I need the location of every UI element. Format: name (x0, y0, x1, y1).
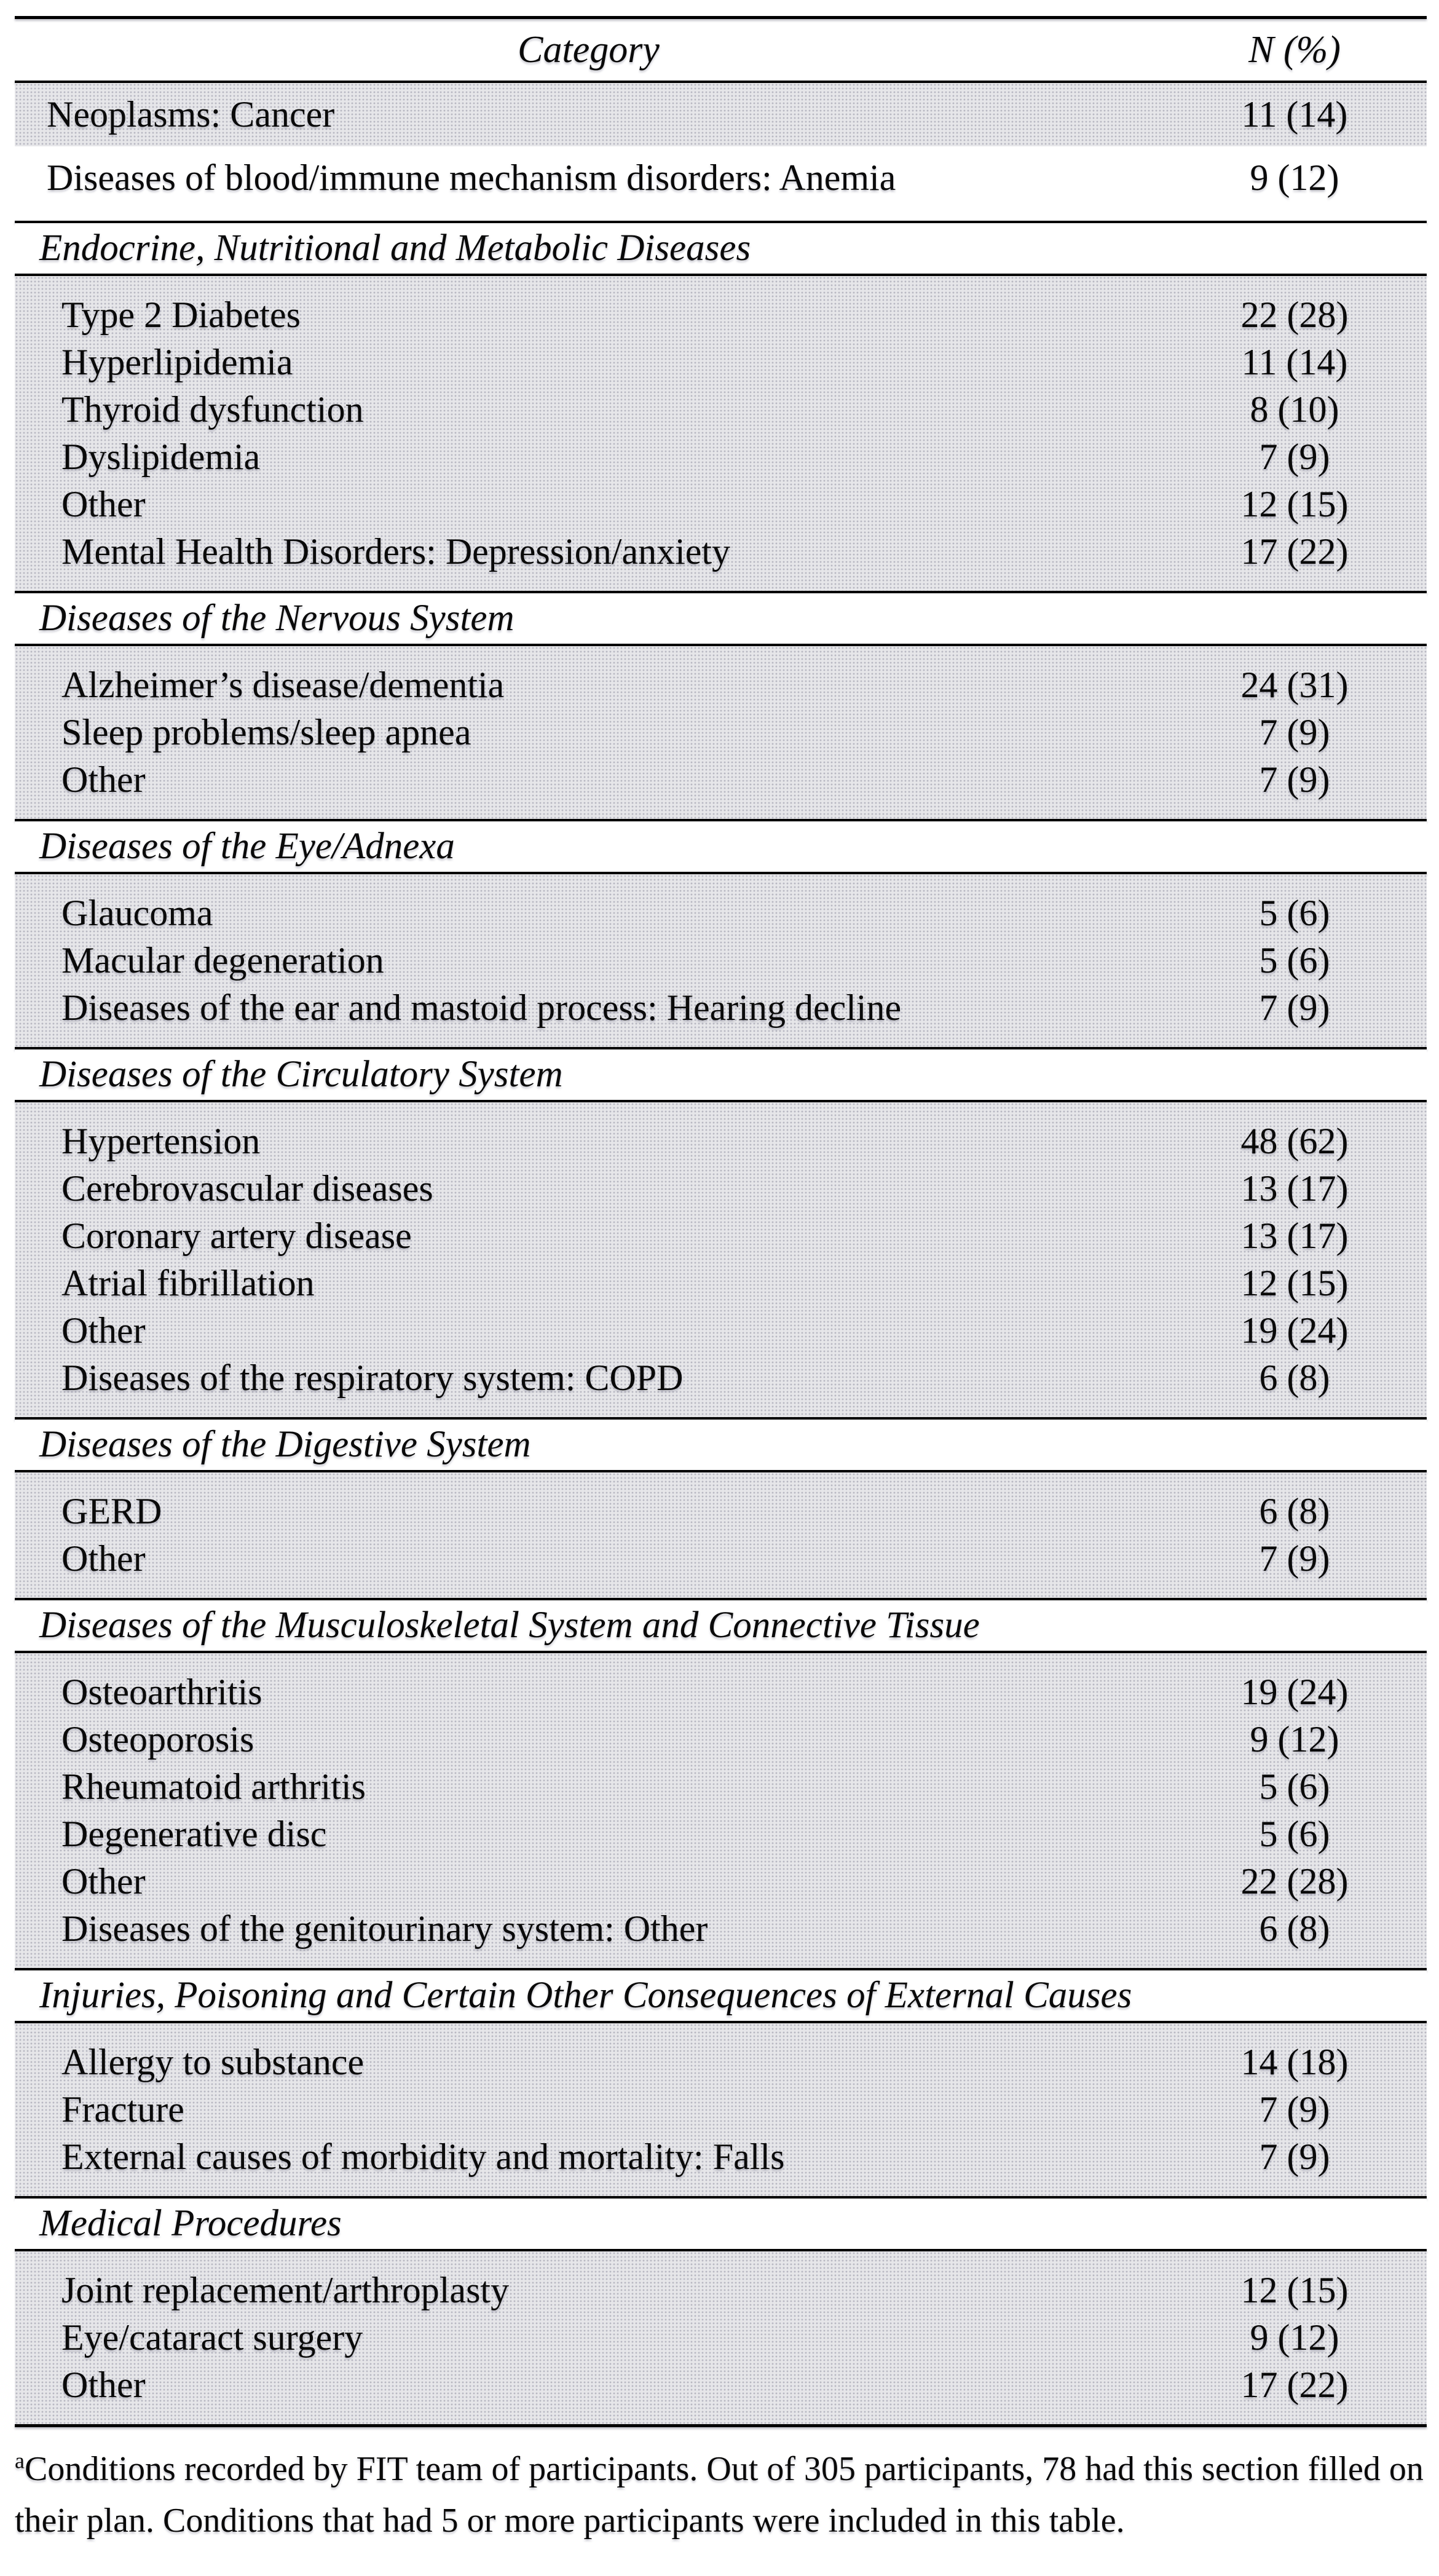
section-header (15, 821, 1427, 872)
table-row (15, 2086, 1427, 2133)
table-row (15, 709, 1427, 756)
row-value: 7 (9) (1259, 987, 1330, 1028)
shaded-row-group (15, 83, 1427, 146)
table-row (15, 2133, 1427, 2181)
row-label: Thyroid dysfunction (61, 389, 364, 430)
row-value: 22 (28) (1240, 294, 1349, 335)
table-row (15, 1118, 1427, 1165)
row-label: Osteoarthritis (61, 1672, 262, 1712)
row-value: 7 (9) (1259, 759, 1330, 800)
table-row (15, 2314, 1427, 2361)
row-label: Neoplasms: Cancer (47, 94, 335, 135)
shaded-row-group (15, 1653, 1427, 1968)
table-row (15, 1212, 1427, 1260)
section-header (15, 593, 1427, 644)
row-value: 8 (10) (1250, 389, 1339, 430)
row-value: 17 (22) (1240, 531, 1349, 572)
row-label: Type 2 Diabetes (61, 294, 301, 335)
section-header (15, 2199, 1427, 2249)
row-label: Other (61, 759, 146, 800)
table-row (15, 1307, 1427, 1354)
table-row (15, 154, 1427, 202)
row-value: 5 (6) (1259, 893, 1330, 933)
shaded-row-group (15, 276, 1427, 591)
shaded-row-group (15, 2023, 1427, 2196)
section-header-label: Diseases of the Digestive System (39, 1424, 531, 1465)
table-row (15, 1488, 1427, 1535)
shaded-row-group (15, 874, 1427, 1047)
row-value: 6 (8) (1259, 1491, 1330, 1531)
row-label: Other (61, 484, 146, 524)
table-row (15, 1535, 1427, 1582)
row-label: Diseases of the respiratory system: COPD (61, 1357, 684, 1398)
row-label: Degenerative disc (61, 1814, 327, 1854)
shaded-row-group (15, 2251, 1427, 2424)
row-value: 7 (9) (1259, 712, 1330, 753)
row-value: 13 (17) (1240, 1168, 1349, 1209)
table-footnote (15, 2443, 1427, 2546)
row-value: 5 (6) (1259, 1814, 1330, 1854)
column-header-category: Category (518, 28, 660, 71)
table-row (15, 481, 1427, 528)
table-row (15, 2267, 1427, 2314)
table-row (15, 1811, 1427, 1858)
table-row (15, 984, 1427, 1032)
row-value: 11 (14) (1241, 342, 1348, 382)
footnote-marker: a (15, 2448, 25, 2473)
row-label: Joint replacement/arthroplasty (61, 2270, 510, 2310)
row-value: 6 (8) (1259, 1908, 1330, 1949)
table-row (15, 2039, 1427, 2086)
row-label: Atrial fibrillation (61, 1263, 315, 1303)
row-label: Osteoporosis (61, 1719, 254, 1760)
row-value: 7 (9) (1259, 2089, 1330, 2130)
row-label: External causes of morbidity and mortality: Falls (61, 2136, 785, 2177)
row-value: 12 (15) (1240, 1263, 1349, 1303)
table-row (15, 1669, 1427, 1716)
table-row (15, 937, 1427, 984)
row-value: 5 (6) (1259, 1766, 1330, 1807)
section-header-label: Diseases of the Circulatory System (39, 1054, 563, 1095)
row-label: Diseases of the ear and mastoid process: Hearing decline (61, 987, 902, 1028)
row-value: 12 (15) (1240, 484, 1349, 524)
row-label: Cerebrovascular diseases (61, 1168, 433, 1209)
row-value: 12 (15) (1240, 2270, 1349, 2310)
shaded-row-group (15, 1472, 1427, 1598)
row-label: Dyslipidemia (61, 437, 261, 477)
row-label: Alzheimer’s disease/dementia (61, 665, 505, 705)
row-value: 24 (31) (1240, 665, 1349, 705)
table-row (15, 1858, 1427, 1905)
row-label: GERD (61, 1491, 162, 1531)
row-label: Diseases of blood/immune mechanism disorders: Anemia (47, 157, 896, 198)
row-value: 5 (6) (1259, 940, 1330, 981)
table-row (15, 890, 1427, 937)
shaded-row-group (15, 646, 1427, 819)
row-value: 22 (28) (1240, 1861, 1349, 1902)
row-label: Diseases of the genitourinary system: Other (61, 1908, 708, 1949)
table-row (15, 1165, 1427, 1212)
row-value: 48 (62) (1240, 1121, 1349, 1161)
table-groups (15, 83, 1427, 2427)
row-value: 17 (22) (1240, 2365, 1349, 2405)
section-header-label: Diseases of the Nervous System (39, 598, 514, 639)
section-header-label: Medical Procedures (39, 2203, 342, 2244)
section-header-label: Diseases of the Eye/Adnexa (39, 826, 455, 867)
row-value: 9 (12) (1250, 157, 1339, 198)
row-value: 7 (9) (1259, 2136, 1330, 2177)
row-group (15, 146, 1427, 221)
row-label: Rheumatoid arthritis (61, 1766, 366, 1807)
table-row (15, 1905, 1427, 1953)
row-label: Other (61, 1538, 146, 1579)
row-value: 7 (9) (1259, 437, 1330, 477)
row-label: Other (61, 2365, 146, 2405)
table-row (15, 291, 1427, 339)
table-header-row (15, 19, 1427, 81)
shaded-row-group (15, 1102, 1427, 1417)
section-header (15, 223, 1427, 274)
section-header-label: Endocrine, Nutritional and Metabolic Diseases (39, 227, 751, 269)
row-label: Fracture (61, 2089, 184, 2130)
row-label: Glaucoma (61, 893, 213, 933)
row-label: Hypertension (61, 1121, 261, 1161)
table-row (15, 91, 1427, 138)
section-header-label: Diseases of the Musculoskeletal System and Connective Tissue (39, 1605, 980, 1646)
table-row (15, 756, 1427, 804)
section-header (15, 1970, 1427, 2021)
row-label: Allergy to substance (61, 2042, 365, 2082)
row-value: 19 (24) (1240, 1310, 1349, 1351)
row-label: Hyperlipidemia (61, 342, 293, 382)
row-value: 11 (14) (1241, 94, 1348, 135)
row-label: Macular degeneration (61, 940, 384, 981)
row-value: 6 (8) (1259, 1357, 1330, 1398)
table-row (15, 662, 1427, 709)
table-row (15, 1763, 1427, 1811)
row-label: Other (61, 1310, 146, 1351)
footnote-text: Conditions recorded by FIT team of participants. Out of 305 participants, 78 had this section filled on their plan. Conditions that had 5 or more participants were included in this table. (15, 2450, 1424, 2540)
table-row (15, 1716, 1427, 1763)
table-row (15, 2361, 1427, 2409)
section-header (15, 1600, 1427, 1651)
row-value: 19 (24) (1240, 1672, 1349, 1712)
row-value: 14 (18) (1240, 2042, 1349, 2082)
row-value: 9 (12) (1250, 1719, 1339, 1760)
section-header-label: Injuries, Poisoning and Certain Other Consequences of External Causes (39, 1975, 1132, 2016)
table-row (15, 1260, 1427, 1307)
row-label: Eye/cataract surgery (61, 2317, 363, 2358)
table-row (15, 528, 1427, 575)
row-label: Coronary artery disease (61, 1215, 412, 1256)
table-row (15, 433, 1427, 481)
section-header (15, 1049, 1427, 1100)
row-value: 13 (17) (1240, 1215, 1349, 1256)
row-label: Mental Health Disorders: Depression/anxiety (61, 531, 731, 572)
section-header (15, 1420, 1427, 1470)
table-row (15, 386, 1427, 433)
row-value: 9 (12) (1250, 2317, 1339, 2358)
table-bottom-rule (15, 2424, 1427, 2427)
table-row (15, 1354, 1427, 1402)
row-label: Other (61, 1861, 146, 1902)
row-value: 7 (9) (1259, 1538, 1330, 1579)
row-label: Sleep problems/sleep apnea (61, 712, 471, 753)
table-row (15, 339, 1427, 386)
column-header-n-percent: N (%) (1248, 28, 1341, 71)
